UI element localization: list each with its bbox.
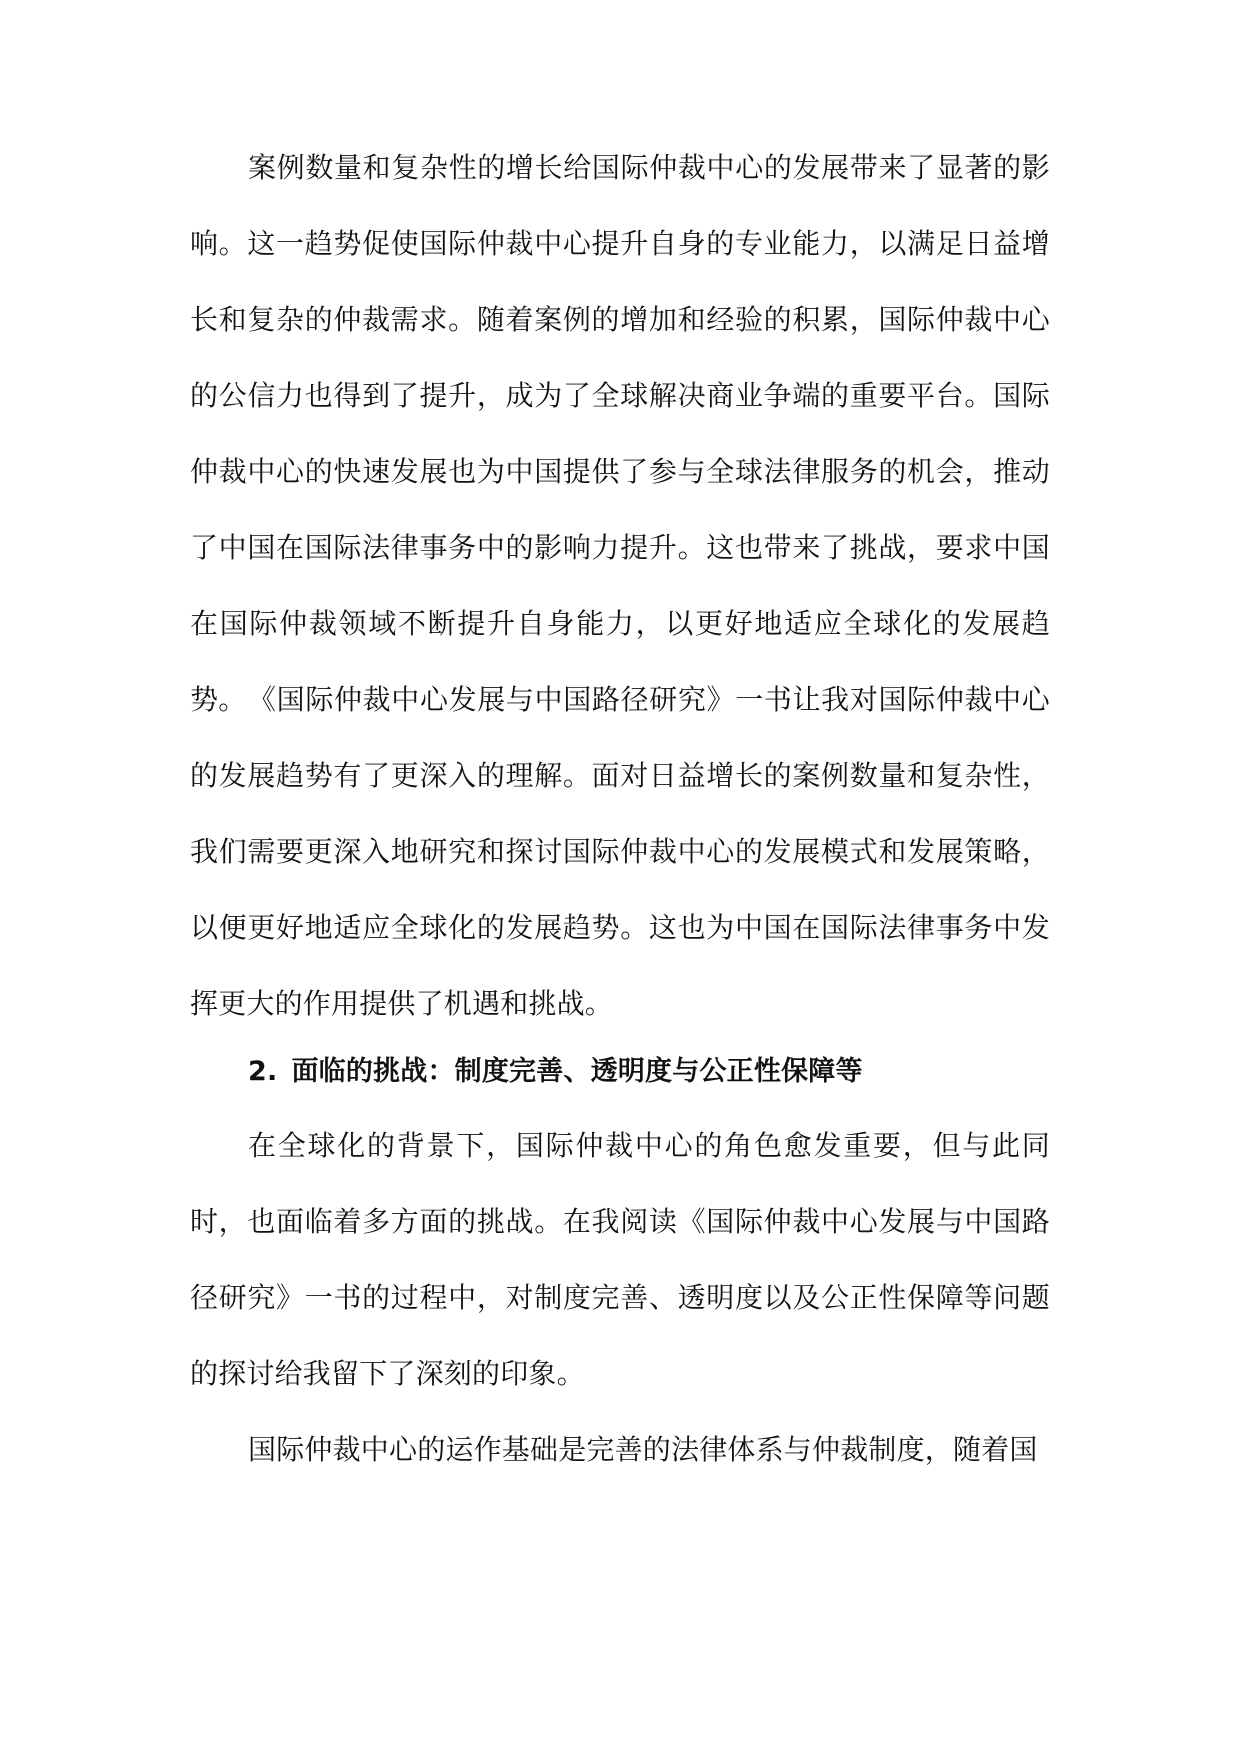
paragraph-book-reflection: 《国际仲裁中心发展与中国路径研究》一书让我对国际仲裁中心的发展趋势有了更深入的理解。面对日益增长的案例数量和复杂性，我们需要更深入地研究和探讨国际仲裁中心的发展模式和发展策略，以便更好地适应全球化的发展趋势。这也为中国在国际法律事务中发挥更大的作用提供了机遇和挑战。 [190, 683, 1050, 1020]
paragraph-case-growth: 案例数量和复杂性的增长给国际仲裁中心的发展带来了显著的影响。这一趋势促使国际仲裁中心提升自身的专业能力，以满足日益增长和复杂的仲裁需求。随着案例的增加和经验的积累，国际仲裁中心的公信力也得到了提升，成为了全球解决商业争端的重要平台。国际仲裁中心的快速发展也为中国提供了参与全球法律服务的机会，推动了中国在国际法律事务中的影响力提升。这也带来了挑战，要求中国在国际仲裁领域不断提升自身能力，以更好地适应全球化的发展趋势。 [190, 151, 1050, 716]
section-title: 面临的挑战：制度完善、透明度与公正性保障等 [291, 1056, 863, 1087]
section-heading [248, 1052, 1048, 1092]
section-number: 2. [248, 1056, 278, 1087]
paragraph-challenges-intro: 在全球化的背景下，国际仲裁中心的角色愈发重要，但与此同时，也面临着多方面的挑战。在我阅读《国际仲裁中心发展与中国路径研究》一书的过程中，对制度完善、透明度以及公正性保障等问题的探讨给我留下了深刻的印象。 [190, 1129, 1050, 1390]
paragraph-legal-system: 国际仲裁中心的运作基础是完善的法律体系与仲裁制度，随着国 [248, 1433, 1038, 1466]
